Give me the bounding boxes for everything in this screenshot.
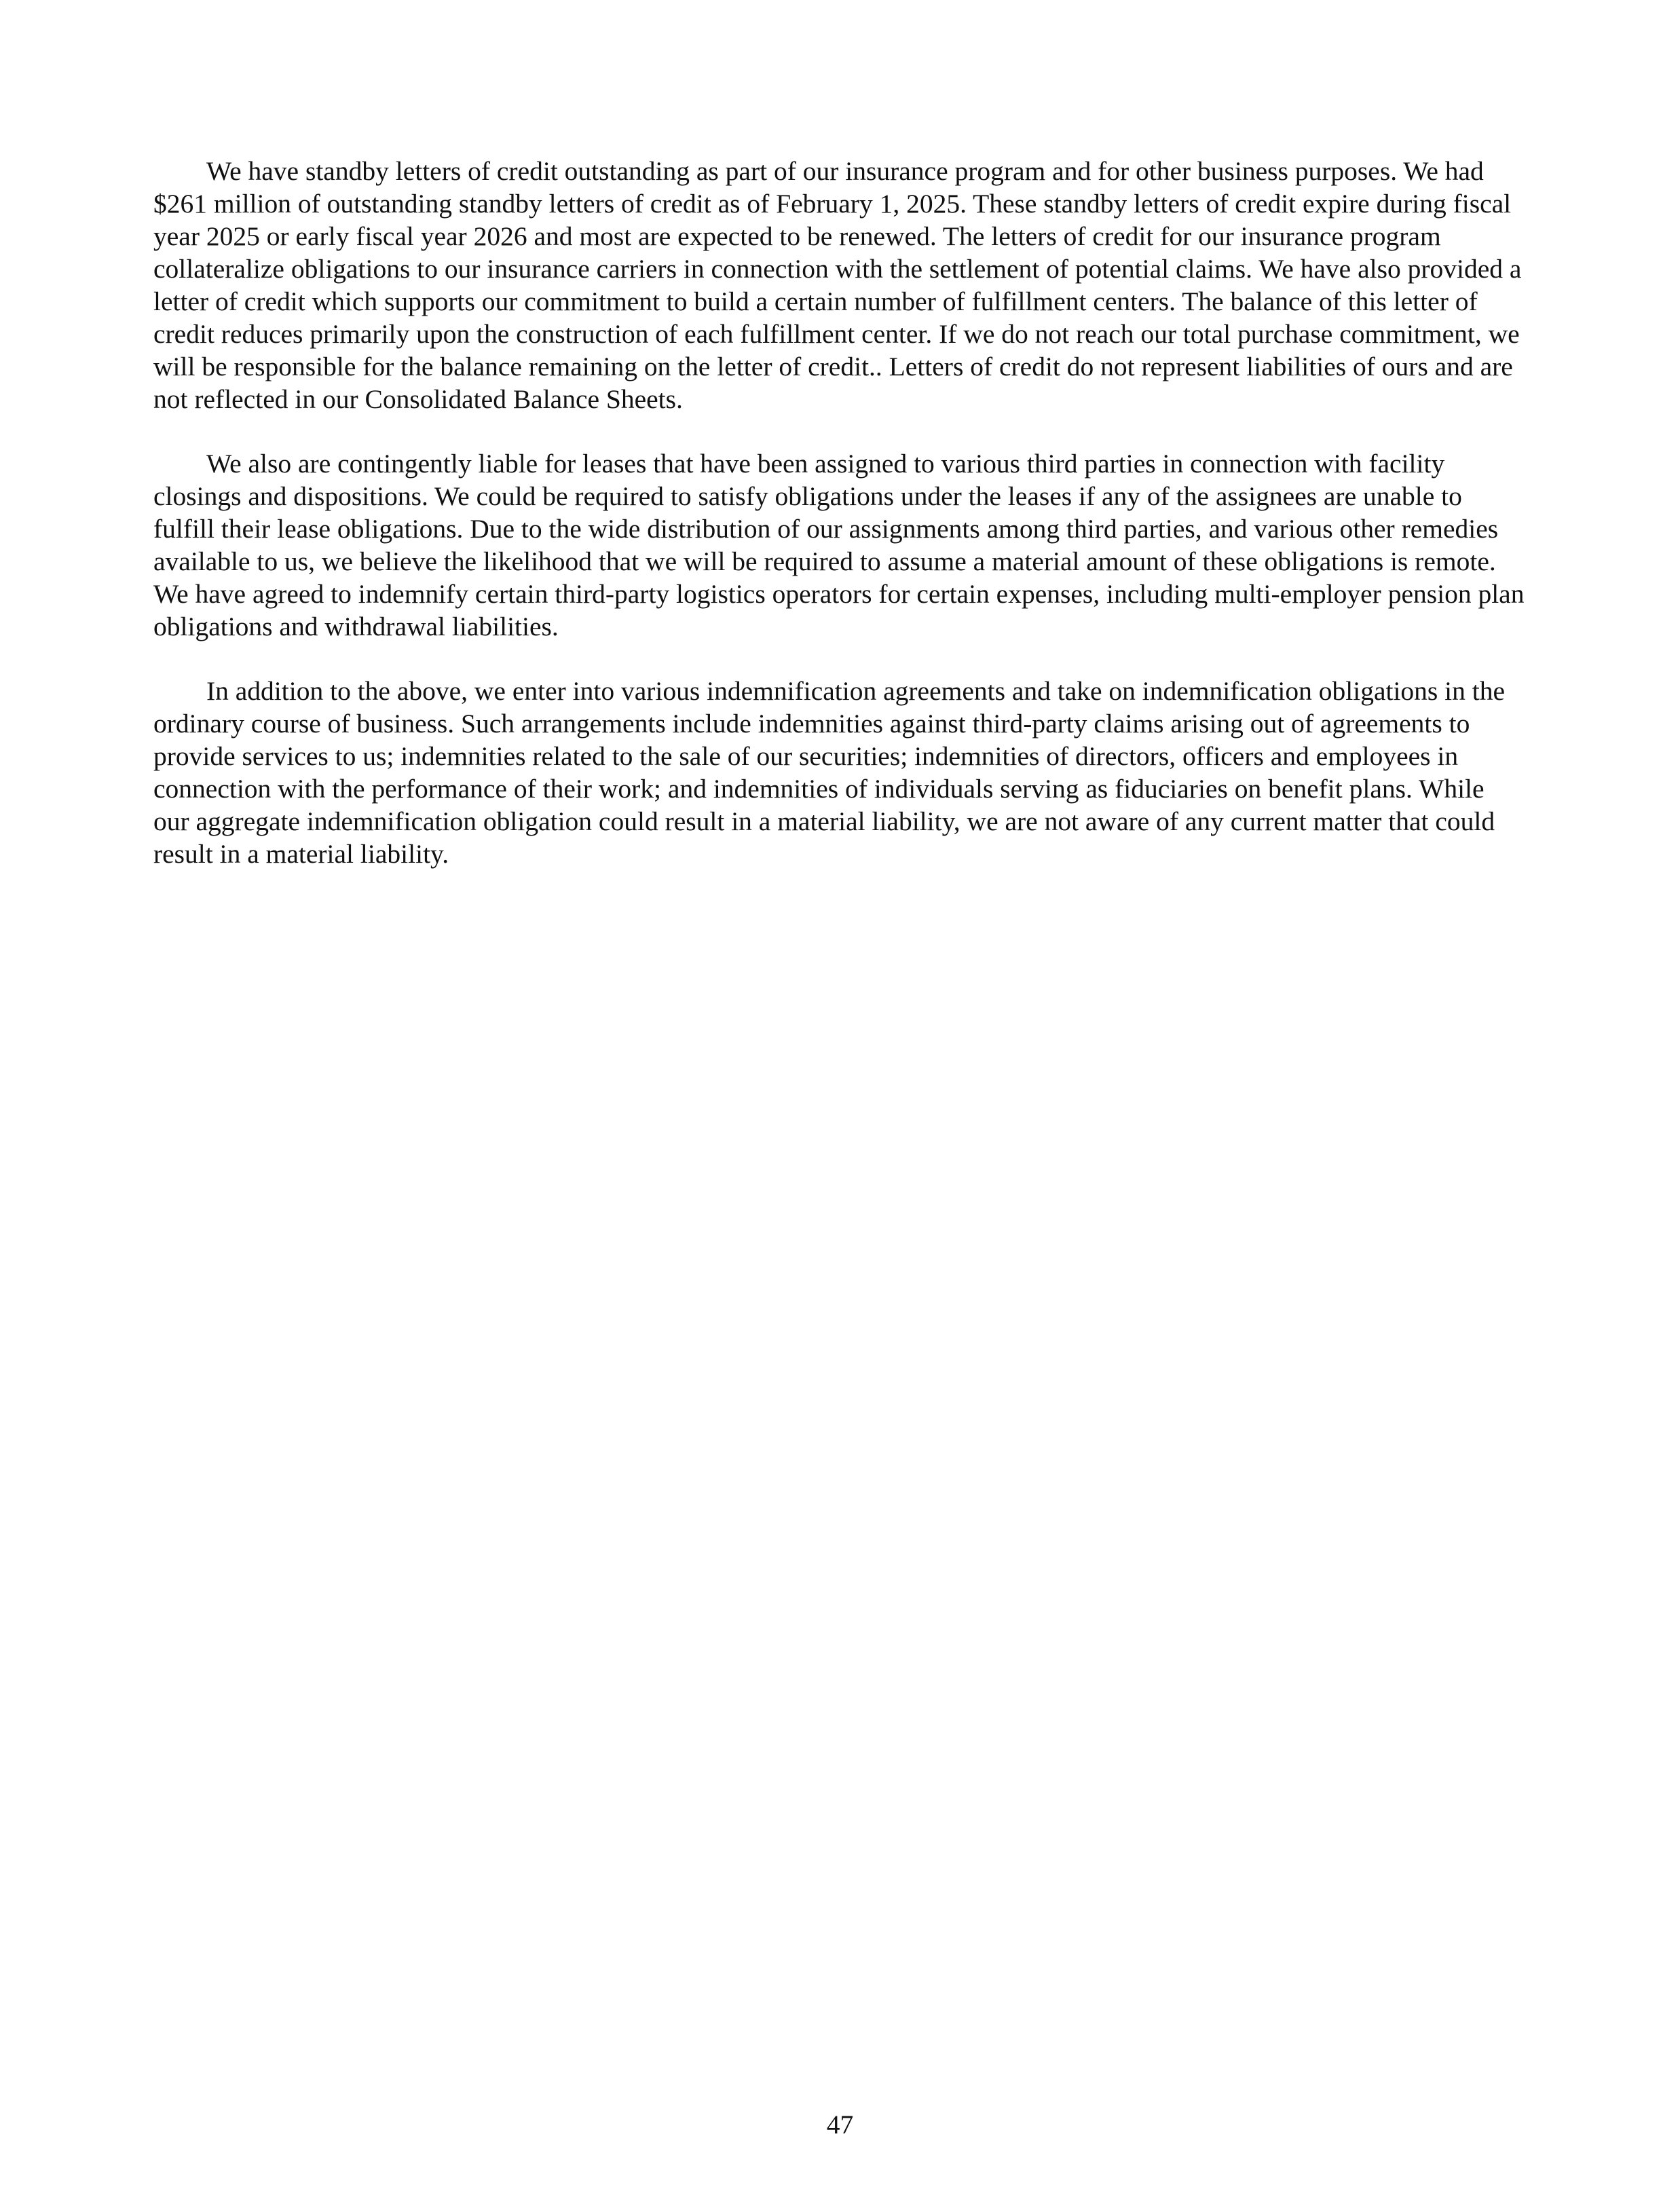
paragraph-letters-of-credit: We have standby letters of credit outstanding as part of our insurance program and for other business purposes. We had $261 million of outstanding standby letters of credit as of February 1, 2025. These standby letters of credit expire during fiscal year 2025 or early fiscal year 2026 and most are expected to be renewed. The letters of credit for our insurance program collateralize obligations to our insurance carriers in connection with the settlement of potential claims. We have also provided a letter of credit which supports our commitment to build a certain number of fulfillment centers. The balance of this letter of credit reduces primarily upon the construction of each fulfillment center. If we do not reach our total purchase commitment, we will be responsible for the balance remaining on the letter of credit.. Letters of credit do not represent liabilities of ours and are not reflected in our Consolidated Balance Sheets.: [153, 156, 1522, 414]
paragraph-contingent-lease-liability: We also are contingently liable for leases that have been assigned to various third parties in connection with facility closings and dispositions. We could be required to satisfy obligations under the leases if any of the assignees are unable to fulfill their lease obligations. Due to the wide distribution of our assignments among third parties, and various other remedies available to us, we believe the likelihood that we will be required to assume a material amount of these obligations is remote. We have agreed to indemnify certain third-party logistics operators for certain expenses, including multi-employer pension plan obligations and withdrawal liabilities.: [153, 449, 1525, 641]
page-number: 47: [826, 2110, 854, 2139]
paragraph-indemnification: In addition to the above, we enter into various indemnification agreements and take on indemnification obligations in the ordinary course of business. Such arrangements include indemnities against third-party claims arising out of agreements to provide services to us; indemnities related to the sale of our securities; indemnities of directors, officers and employees in connection with the performance of their work; and indemnities of individuals serving as fiduciaries on benefit plans. While our aggregate indemnification obligation could result in a material liability, we are not aware of any current matter that could result in a material liability.: [153, 676, 1506, 869]
document-body: [153, 155, 1525, 902]
